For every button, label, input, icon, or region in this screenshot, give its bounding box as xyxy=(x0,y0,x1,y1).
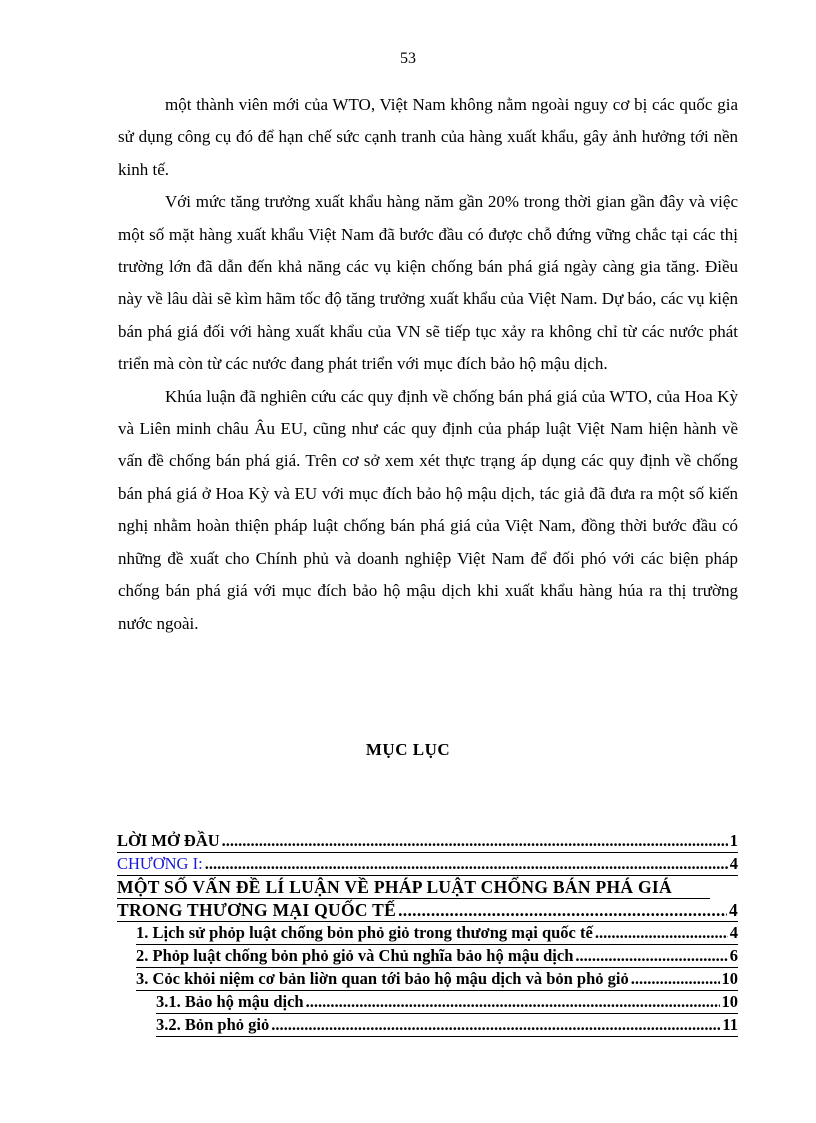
toc-leader-dots xyxy=(205,853,728,875)
page-number: 53 xyxy=(400,50,416,67)
toc-entry-link[interactable] xyxy=(117,853,738,876)
paragraph: một thành viên mới của WTO, Việt Nam không nằm ngoài nguy cơ bị các quốc gia sử dụng công cụ đó để hạn chế sức cạnh tranh của hàng xuất khẩu, gây ảnh hưởng tới nền kinh tế. xyxy=(118,95,738,179)
toc-entry-label: 3.2. Bỏn phỏ giỏ xyxy=(156,1015,270,1034)
toc-entry-label: 3. Cỏc khỏi niệm cơ bản liờn quan tới bảo hộ mậu dịch và bỏn phỏ giỏ xyxy=(136,969,629,988)
toc-entry-label: 1. Lịch sử phỏp luật chống bỏn phỏ giỏ trong thương mại quốc tế xyxy=(136,923,593,942)
toc-entry-label: TRONG THƯƠNG MẠI QUỐC TẾ xyxy=(117,900,397,920)
toc-entry[interactable] xyxy=(117,830,738,853)
toc-entry[interactable] xyxy=(136,945,738,968)
toc-entry-page: 4 xyxy=(728,900,738,920)
table-of-contents xyxy=(117,830,738,1037)
toc-heading: MỤC LỤC xyxy=(365,740,451,759)
toc-leader-dots xyxy=(306,991,720,1013)
toc-entry-label: CHƯƠNG I: xyxy=(117,854,203,873)
toc-entry-label: MỘT SỐ VẤN ĐỀ LÍ LUẬN VỀ PHÁP LUẬT CHỐNG BÁN PHÁ GIÁ xyxy=(117,877,672,897)
toc-leader-dots xyxy=(595,922,728,944)
toc-entry[interactable] xyxy=(156,1014,738,1037)
toc-entry-page: 10 xyxy=(721,969,738,988)
toc-entry-label: 2. Phỏp luật chống bỏn phỏ giỏ và Chủ nghĩa bảo hộ mậu dịch xyxy=(136,946,574,965)
toc-entry-page: 6 xyxy=(729,946,738,965)
toc-leader-dots xyxy=(631,968,720,990)
toc-entry-page: 1 xyxy=(729,831,738,850)
toc-entry-label: 3.1. Bảo hộ mậu dịch xyxy=(156,992,304,1011)
toc-entry[interactable] xyxy=(117,899,738,922)
toc-entry-page: 11 xyxy=(722,1015,738,1034)
toc-entry[interactable] xyxy=(136,922,738,945)
paragraph: Với mức tăng trưởng xuất khẩu hàng năm gần 20% trong thời gian gần đây và việc một số mặt hàng xuất khẩu Việt Nam đã bước đầu có được chỗ đứng vững chắc tại các thị trường lớn đã dẫn đến khả năng các vụ kiện chống bán phá giá ngày càng gia tăng. Điều này về lâu dài sẽ kìm hãm tốc độ tăng trưởng xuất khẩu của Việt Nam. Dự báo, các vụ kiện bán phá giá đối với hàng xuất khẩu của VN sẽ tiếp tục xảy ra không chỉ từ các nước phát triển mà còn từ các nước đang phát triển với mục đích bảo hộ mậu dịch. xyxy=(118,192,738,374)
paragraph: Khúa luận đã nghiên cứu các quy định về chống bán phá giá của WTO, của Hoa Kỳ và Liên minh châu Âu EU, cũng như các quy định của pháp luật Việt Nam hiện hành về vấn đề chống bán phá giá. Trên cơ sở xem xét thực trạng áp dụng các quy định về chống bán phá giá ở Hoa Kỳ và EU với mục đích bảo hộ mậu dịch, tác giả đã đưa ra một số kiến nghị nhằm hoàn thiện pháp luật chống bán phá giá của Việt Nam, đồng thời bước đầu có những đề xuất cho Chính phủ và doanh nghiệp Việt Nam để đối phó với các biện pháp chống bán phá giá với mục đích bảo hộ mậu dịch khi xuất khẩu hàng húa ra thị trường nước ngoài. xyxy=(118,386,738,633)
toc-entry-page: 10 xyxy=(721,992,738,1011)
toc-entry[interactable] xyxy=(117,876,710,899)
toc-leader-dots xyxy=(271,1014,720,1036)
toc-leader-dots xyxy=(398,899,727,921)
toc-entry-page: 4 xyxy=(729,923,738,942)
toc-entry-page: 4 xyxy=(729,854,738,873)
body-text xyxy=(118,89,738,640)
toc-entry[interactable] xyxy=(156,991,738,1014)
toc-leader-dots xyxy=(575,945,727,967)
toc-entry-label: LỜI MỞ ĐẦU xyxy=(117,831,220,850)
toc-leader-dots xyxy=(222,830,728,852)
toc-entry[interactable] xyxy=(136,968,738,991)
